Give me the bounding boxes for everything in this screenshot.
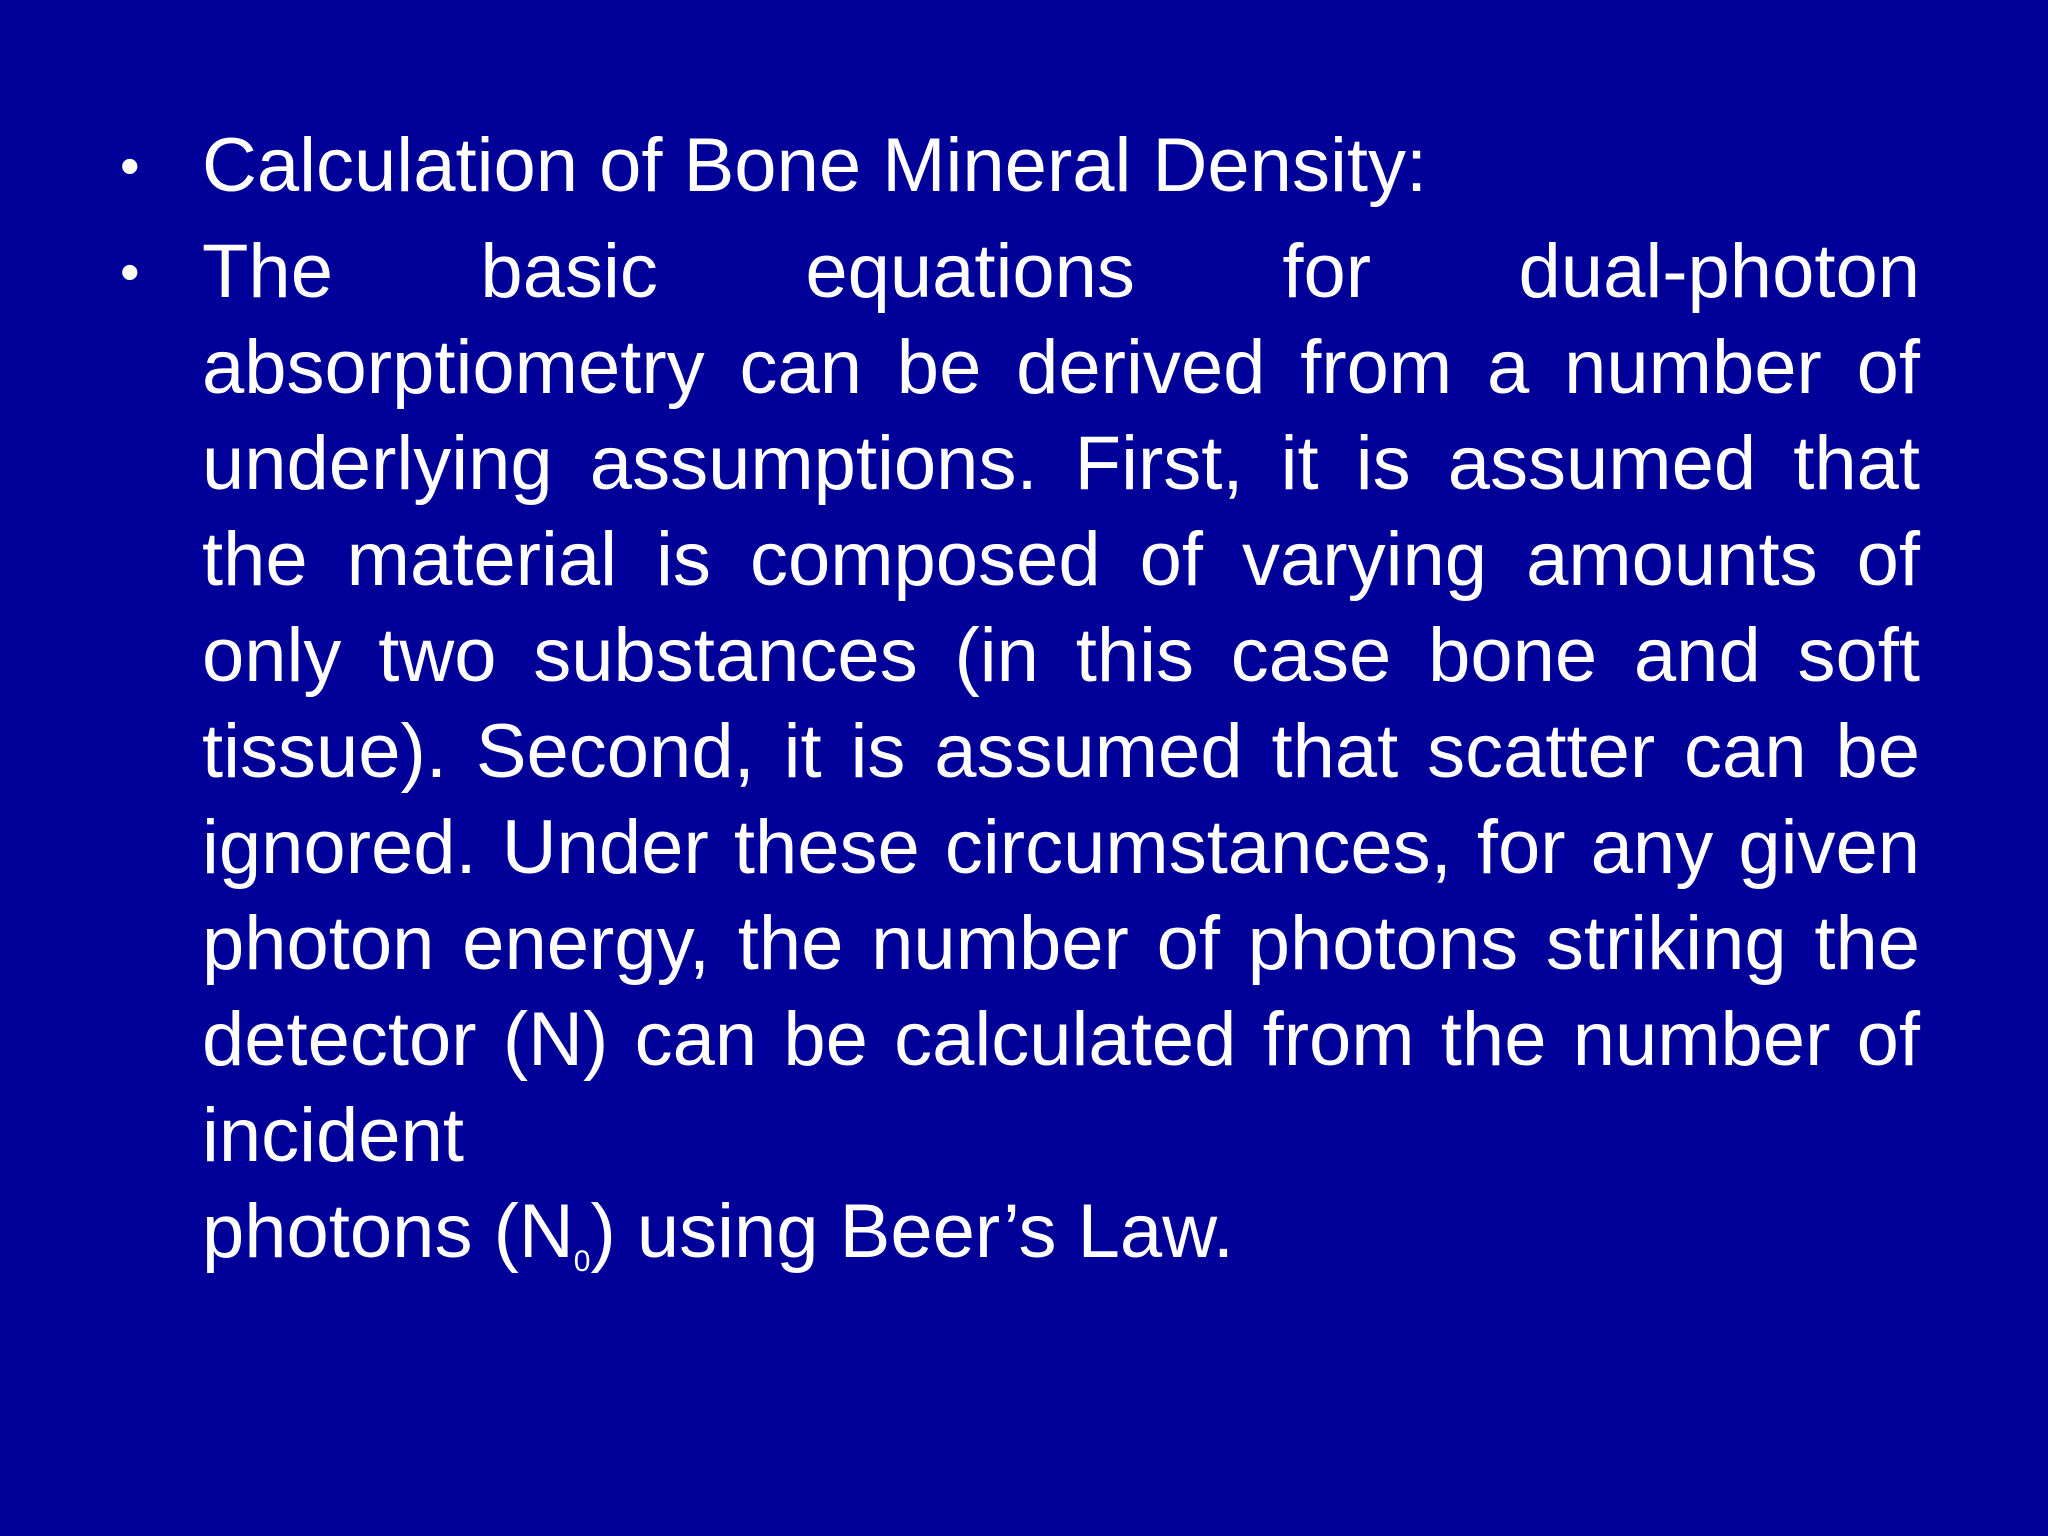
bullet-list xyxy=(120,118,1920,1290)
n-subscript: 0 xyxy=(573,1245,591,1278)
bullet-icon: • xyxy=(120,240,140,303)
bullet-item-body xyxy=(120,224,1920,1280)
bullet-icon: • xyxy=(120,134,140,197)
body-paragraph: The basic equations for dual-photon absorptiometry can be derived from a number of underlying assumptions. First, it is assumed that the material is composed of varying amounts of only two substances (in this case bone and soft tissue). Second, it is assumed that scatter can be ignored. Under these circumstances, for any given photon energy, the number of photons striking the detector (N) can be calculated from the number of incident xyxy=(202,229,1920,1178)
bullet-text: Calculation of Bone Mineral Density: xyxy=(202,123,1428,208)
bullet-item-title xyxy=(120,118,1920,214)
body-paragraph-last-line xyxy=(202,1184,1920,1280)
last-line-before-subscript: photons (N xyxy=(202,1189,574,1274)
last-line-after-subscript: ) using Beer’s Law. xyxy=(590,1189,1235,1274)
